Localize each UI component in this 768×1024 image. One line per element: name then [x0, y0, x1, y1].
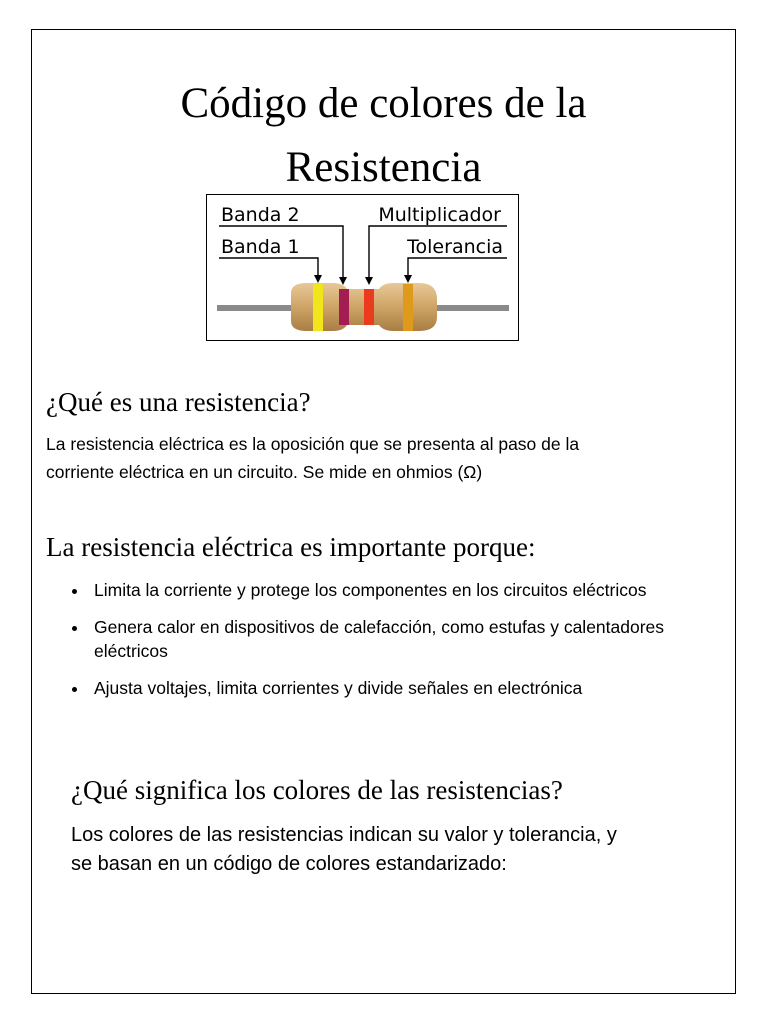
- tolerance-leader: [408, 258, 507, 279]
- list-item: Genera calor en dispositivos de calefacción, como estufas y calentadores eléctricos: [70, 615, 710, 663]
- body-line-2: corriente eléctrica en un circuito. Se mide en ohmios (Ω): [46, 462, 483, 482]
- tolerance-arrow: [404, 275, 412, 283]
- multiplier-arrow: [365, 277, 373, 285]
- section-heading-importance: La resistencia eléctrica es importante porque:: [46, 532, 536, 562]
- multiplier-stripe: [364, 289, 374, 325]
- band-1-stripe: [313, 284, 323, 331]
- band-2-stripe: [339, 289, 349, 325]
- resistor-lead-right: [431, 305, 509, 311]
- title-line-2: Resistencia: [285, 144, 482, 191]
- page-title: [32, 72, 735, 200]
- section-heading-colors: ¿Qué significa los colores de las resistencias?: [71, 775, 563, 805]
- list-item: Limita la corriente y protege los componentes en los circuitos eléctricos: [70, 578, 710, 602]
- multiplier-label: Multiplicador: [378, 204, 501, 226]
- body-line-1: Los colores de las resistencias indican su valor y tolerancia, y: [71, 824, 617, 846]
- band-2-label: Banda 2: [221, 204, 300, 226]
- section-body-colors: [71, 821, 721, 879]
- tolerance-label: Tolerancia: [407, 236, 503, 258]
- band-1-arrow: [314, 275, 322, 283]
- title-line-1: Código de colores de la: [180, 80, 587, 127]
- body-line-1: La resistencia eléctrica es la oposición que se presenta al paso de la: [46, 434, 580, 454]
- band-2-arrow: [339, 277, 347, 285]
- body-line-2: se basan en un código de colores estandarizado:: [71, 853, 507, 875]
- importance-list: [70, 578, 710, 713]
- section-heading-what-is: ¿Qué es una resistencia?: [46, 387, 311, 417]
- resistor-diagram: [206, 194, 519, 341]
- section-body-what-is: [46, 430, 726, 486]
- resistor-lead-left: [217, 305, 295, 311]
- band-1-leader: [219, 258, 318, 279]
- resistor-illustration: [207, 195, 518, 340]
- tolerance-stripe: [403, 284, 413, 331]
- list-item: Ajusta voltajes, limita corrientes y divide señales en electrónica: [70, 676, 710, 700]
- document-page: [31, 29, 736, 994]
- band-1-label: Banda 1: [221, 236, 300, 258]
